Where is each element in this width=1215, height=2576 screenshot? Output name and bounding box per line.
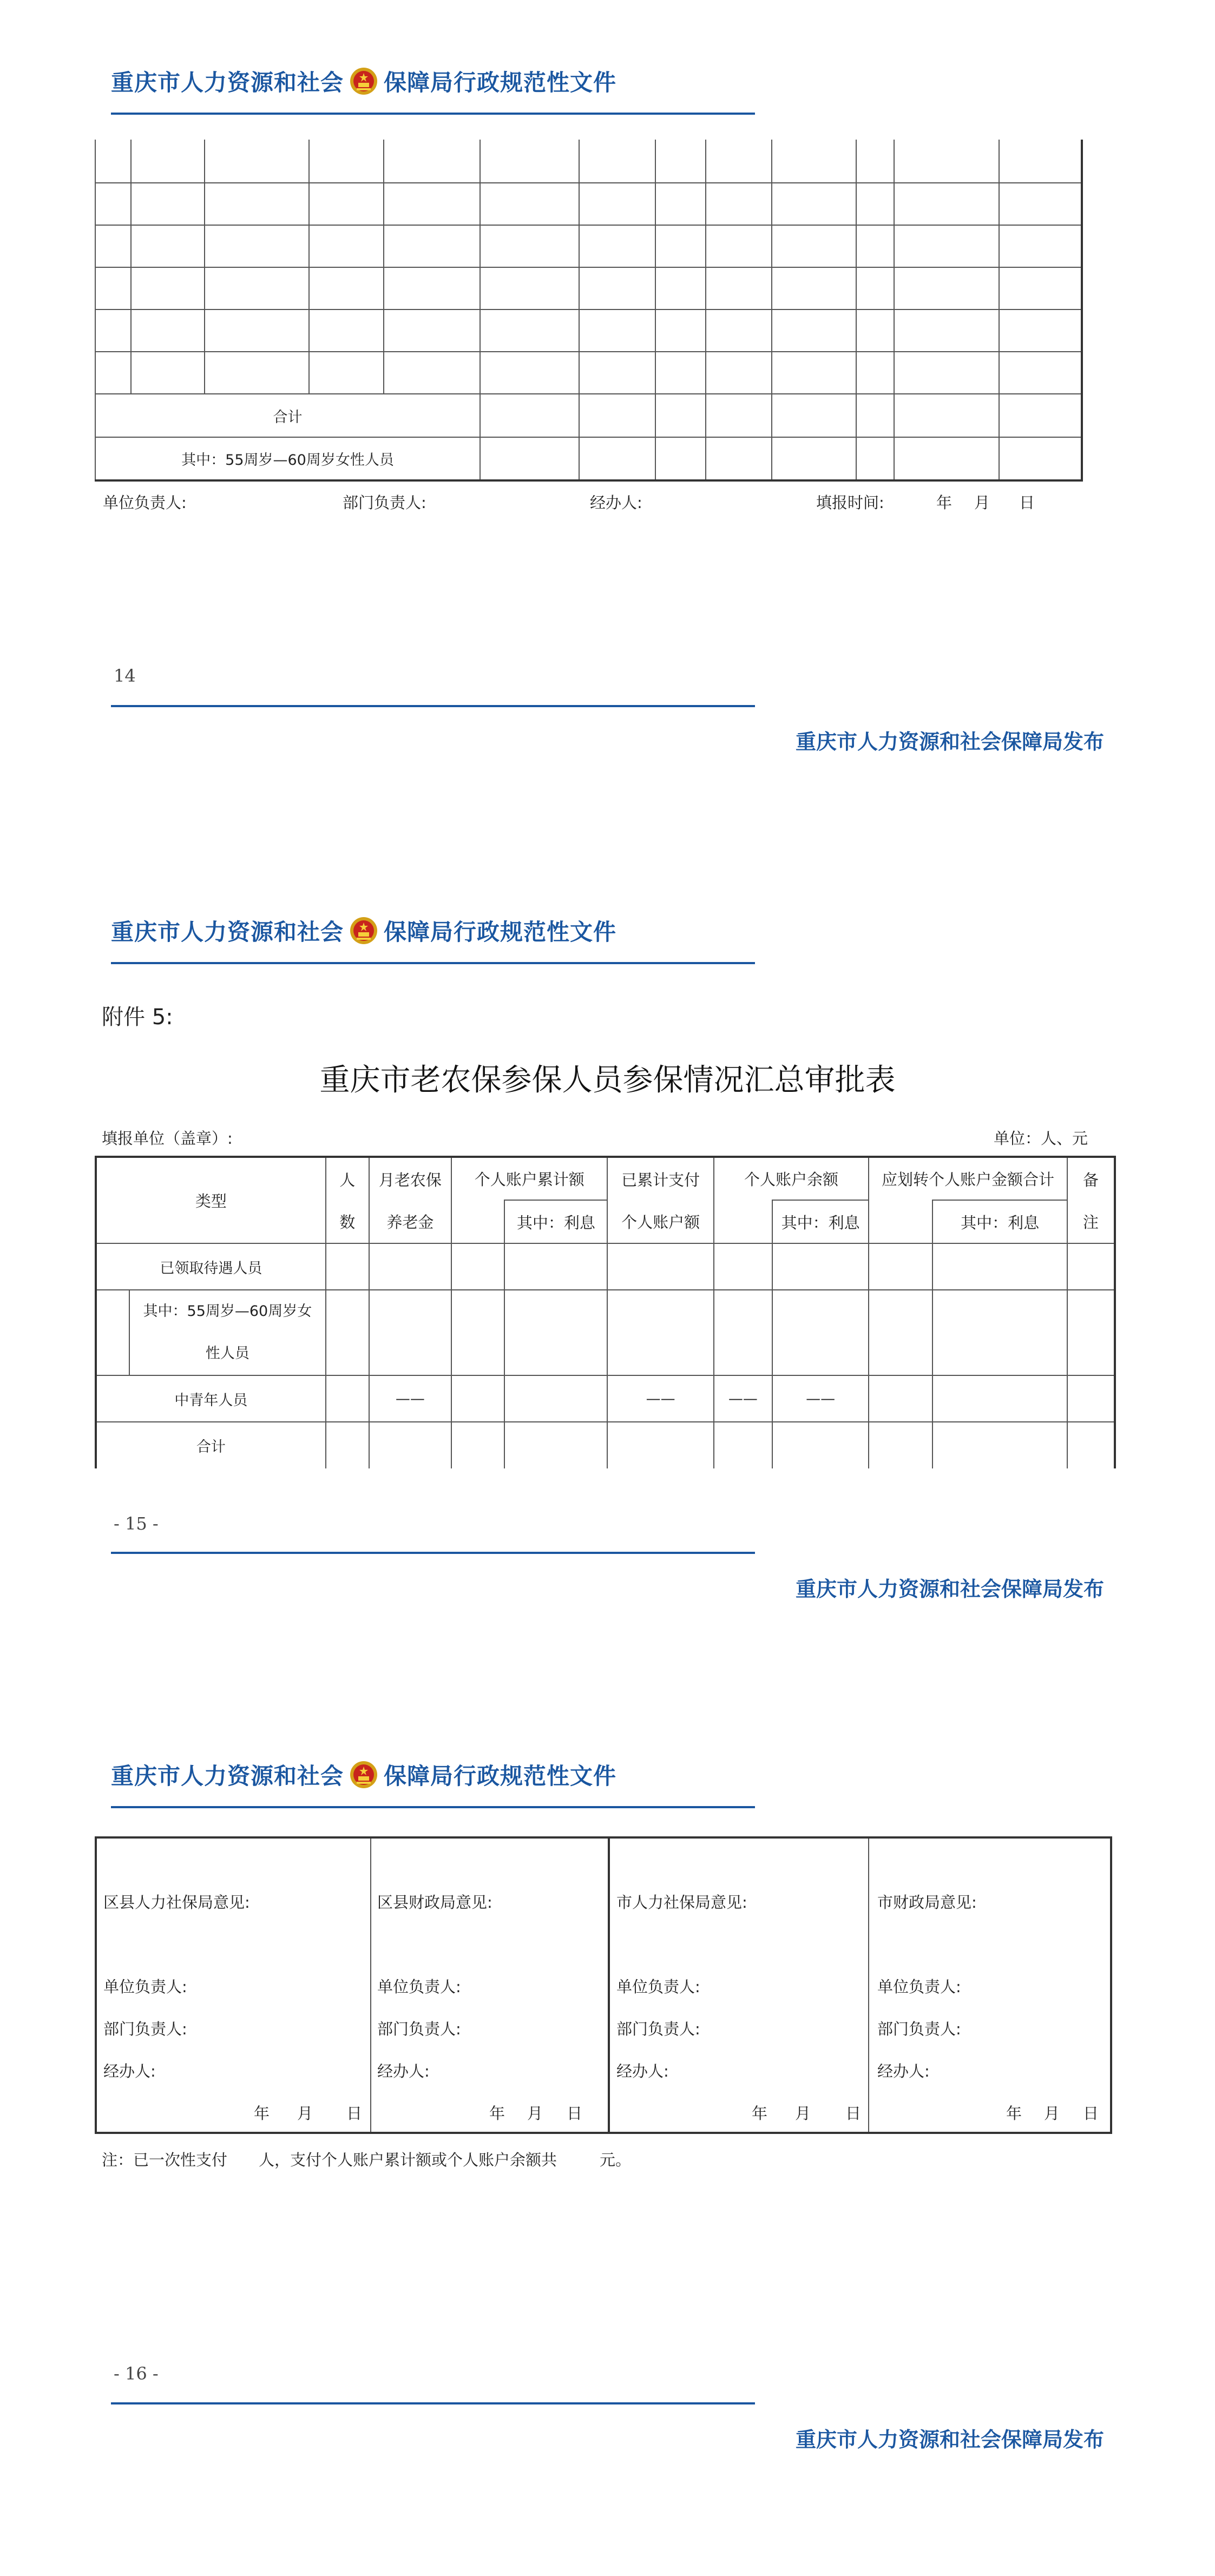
national-emblem-icon: [349, 67, 378, 96]
table-row: [95, 183, 1082, 225]
col-paid-a: 已累计支付: [607, 1157, 713, 1200]
header-text-right: 保障局行政规范性文件: [384, 69, 617, 96]
unit-head-label: 单位负责人:: [377, 1978, 461, 1996]
national-emblem-icon: [349, 1760, 378, 1789]
page-15: [0, 855, 1215, 1699]
col-cumulative-interest: 其中：利息: [504, 1200, 607, 1243]
footer-rule: [111, 705, 755, 707]
attachment-label: 附件 5:: [102, 1005, 173, 1030]
women-subtotal-label: 其中：55周岁—60周岁女性人员: [95, 437, 480, 480]
page-number: - 15 -: [114, 1513, 159, 1534]
national-emblem-icon: [349, 916, 378, 945]
header-rule: [111, 1806, 755, 1808]
summary-approval-table: [95, 1156, 1116, 1468]
handler-label: 经办人:: [103, 2062, 156, 2080]
unit-head-label: 单位负责人:: [103, 1978, 187, 1996]
opinion-table: [95, 1836, 1112, 2134]
footer-rule: [111, 2402, 755, 2404]
footer-rule: [111, 1552, 755, 1554]
col-note-a: 备: [1067, 1157, 1115, 1200]
table-row: [95, 309, 1082, 352]
header-rule: [111, 962, 755, 964]
date-month: 月: [527, 2104, 543, 2123]
opinion-title: 区县财政局意见:: [377, 1893, 492, 1912]
dash-mark: ——: [772, 1375, 869, 1422]
page-header: [111, 1758, 616, 1791]
col-count-a: 人: [326, 1157, 369, 1200]
dept-head-signature: 部门负责人:: [343, 493, 426, 512]
unit-head-label: 单位负责人:: [616, 1978, 700, 1996]
footnote-middle: 人，支付个人账户累计额或个人账户余额共: [259, 2151, 557, 2169]
table-row: [95, 352, 1082, 394]
dept-head-label: 部门负责人:: [616, 2020, 700, 2038]
dept-head-label: 部门负责人:: [877, 2020, 961, 2038]
header-text-right: 保障局行政规范性文件: [384, 919, 617, 945]
col-cumulative: 个人账户累计额: [451, 1157, 607, 1200]
date-day: 日: [1019, 493, 1035, 512]
dept-head-label: 部门负责人:: [103, 2020, 187, 2038]
col-count-b: 数: [326, 1200, 369, 1243]
header-text-left: 重庆市人力资源和社会: [111, 919, 344, 945]
header-text-right: 保障局行政规范性文件: [384, 1763, 617, 1789]
header-text-left: 重庆市人力资源和社会: [111, 69, 344, 96]
col-type: 类型: [96, 1157, 326, 1243]
footer-publisher: 重庆市人力资源和社会保障局发布: [796, 730, 1105, 754]
table-row: [95, 267, 1082, 309]
row-total-label: 合计: [96, 1422, 326, 1468]
fill-unit-label: 填报单位（盖章）:: [102, 1129, 233, 1148]
page-16: [0, 1704, 1215, 2576]
date-year: 年: [254, 2104, 270, 2123]
page-header: [111, 65, 616, 97]
page-number: 14: [114, 666, 136, 686]
col-balance: 个人账户余额: [714, 1157, 869, 1200]
unit-head-label: 单位负责人:: [877, 1978, 961, 1996]
table-row-young: [96, 1375, 1115, 1422]
dept-head-label: 部门负责人:: [377, 2020, 461, 2038]
date-month: 月: [974, 493, 990, 512]
table-row: [95, 140, 1082, 183]
table-row-total: [96, 1422, 1115, 1468]
dash-mark: ——: [607, 1375, 713, 1422]
page-header: [111, 914, 616, 947]
header-rule: [111, 113, 755, 115]
date-day: 日: [567, 2104, 583, 2123]
table-row-women: [96, 1290, 1115, 1375]
unit-head-signature: 单位负责人:: [103, 493, 187, 512]
col-balance-interest: 其中：利息: [772, 1200, 869, 1243]
page-14: [0, 0, 1215, 822]
date-year: 年: [752, 2104, 768, 2123]
unit-label: 单位：人、元: [994, 1129, 1088, 1148]
column-divider: [608, 1839, 610, 2132]
footer-publisher: 重庆市人力资源和社会保障局发布: [796, 1577, 1105, 1601]
handler-signature: 经办人:: [590, 493, 642, 512]
table-row: [95, 225, 1082, 267]
col-paid-b: 个人账户额: [607, 1200, 713, 1243]
opinion-title: 市财政局意见:: [877, 1893, 977, 1912]
date-day: 日: [1083, 2104, 1099, 2123]
col-note-b: 注: [1067, 1200, 1115, 1243]
handler-label: 经办人:: [877, 2062, 930, 2080]
date-month: 月: [1044, 2104, 1060, 2123]
column-divider: [370, 1839, 371, 2132]
footnote-suffix: 元。: [600, 2151, 632, 2169]
header-text-left: 重庆市人力资源和社会: [111, 1763, 344, 1789]
dash-mark: ——: [369, 1375, 451, 1422]
row-young-label: 中青年人员: [96, 1375, 326, 1422]
date-year: 年: [489, 2104, 505, 2123]
row-women-label-line2: 性人员: [205, 1345, 249, 1362]
footnote-prefix: 注：已一次性支付: [102, 2151, 228, 2169]
row-women-label: [129, 1290, 326, 1375]
footer-publisher: 重庆市人力资源和社会保障局发布: [796, 2428, 1105, 2452]
table-row-total: [95, 394, 1082, 437]
column-divider: [868, 1839, 869, 2132]
table-row-women: [95, 437, 1082, 480]
date-day: 日: [346, 2104, 363, 2123]
row-retired-label: 已领取待遇人员: [96, 1243, 326, 1290]
form-title: 重庆市老农保参保人员参保情况汇总审批表: [319, 1063, 896, 1098]
data-table-continued: [95, 140, 1083, 482]
date-year: 年: [936, 493, 953, 512]
fill-time-label: 填报时间:: [816, 493, 884, 512]
date-day: 日: [845, 2104, 862, 2123]
col-transfer-interest: 其中：利息: [932, 1200, 1067, 1243]
row-women-label-line1: 其中：55周岁—60周岁女: [143, 1303, 312, 1320]
col-pension-b: 养老金: [369, 1200, 451, 1243]
total-label: 合计: [95, 394, 480, 437]
opinion-title: 区县人力社保局意见:: [103, 1893, 250, 1912]
dash-mark: ——: [714, 1375, 772, 1422]
col-transfer: 应划转个人账户金额合计: [869, 1157, 1067, 1200]
date-month: 月: [297, 2104, 313, 2123]
header-row-1: [96, 1157, 1115, 1200]
opinion-title: 市人力社保局意见:: [616, 1893, 747, 1912]
date-year: 年: [1006, 2104, 1022, 2123]
handler-label: 经办人:: [377, 2062, 430, 2080]
table-row-retired: [96, 1243, 1115, 1290]
col-pension-a: 月老农保: [369, 1157, 451, 1200]
page-number: - 16 -: [114, 2363, 159, 2384]
date-month: 月: [795, 2104, 811, 2123]
handler-label: 经办人:: [616, 2062, 669, 2080]
